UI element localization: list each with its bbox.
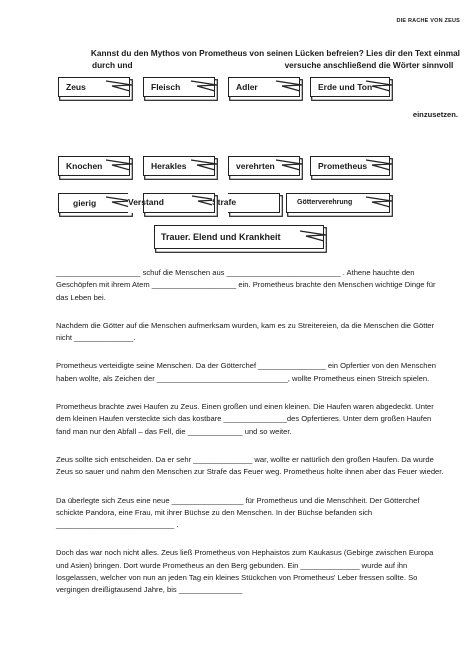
word-label: Zeus bbox=[66, 82, 86, 92]
word-tag-fleisch bbox=[143, 77, 215, 97]
word-tag-goetterverehrung bbox=[286, 193, 390, 213]
instructions-line-2b: versuche anschließend die Wörter sinnvoll bbox=[284, 60, 454, 70]
word-tag-verehrten bbox=[228, 156, 300, 176]
word-label: Trauer. Elend und Krankheit bbox=[161, 232, 281, 242]
paragraph: ____________________ schuf die Menschen aus ___________________________ . Athene hauchte den Geschöpfen mit ihrem Atem ____________________ ein. Prometheus brachte den Menschen wichtige Dinge für das Leben bei. bbox=[56, 268, 436, 302]
paragraph: Prometheus verteidigte seine Menschen. Da der Götterchef ________________ ein Opfertier von den Menschen haben wollte, als Zeichen der _______________________________, wollte Prometheus einen Streich spielen. bbox=[56, 361, 436, 383]
ribbon-icon bbox=[298, 230, 328, 242]
word-tag-frame bbox=[143, 193, 215, 213]
paragraph: Prometheus brachte zwei Haufen zu Zeus. Einen großen und einen kleinen. Die Haufen waren abgedeckt. Unter dem kleinen Haufen versteckte sich das kostbare _______________des Opfertieres. Unter dem großen Haufen fand man nur den Abfall – das Fell, die _____________ und so weiter. bbox=[56, 402, 434, 436]
paragraph: Nachdem die Götter auf die Menschen aufmerksam wurden, kam es zu Streitereien, da die Menschen die Götter nicht ______________. bbox=[56, 320, 435, 343]
word-tag-erde-und-ton bbox=[310, 77, 390, 97]
paragraph: Zeus sollte sich entscheiden. Da er sehr ______________ war, wollte er natürlich den großen Haufen. Da wurde Zeus so sauer und nahm den Menschen zur Strafe das Feuer weg. Prometheus holte ihnen aber das Feuer wieder. bbox=[56, 454, 444, 477]
instructions-line-2a: durch und bbox=[92, 60, 133, 70]
word-tag-zeus bbox=[58, 77, 130, 97]
word-tag-frame bbox=[228, 193, 280, 213]
ribbon-icon bbox=[104, 159, 134, 171]
word-label: Adler bbox=[236, 82, 258, 92]
word-label: Knochen bbox=[66, 161, 103, 171]
worksheet-title: DIE RACHE VON ZEUS bbox=[396, 18, 460, 24]
paragraph: Da überlegte sich Zeus eine neue _________________ für Prometheus und die Menschheit. Der Götterchef schickte Pandora, eine Frau, mit ihrer Büchse zu den Menschen. In der Büchse befanden sich ____________________________ . bbox=[56, 495, 420, 530]
ribbon-icon bbox=[274, 159, 304, 171]
ribbon-icon bbox=[364, 159, 394, 171]
paragraph: Doch das war noch nicht alles. Zeus ließ Prometheus von Hephaistos zum Kaukasus (Gebirge zwischen Europa und Asien) bringen. Dort wurde Prometheus an den Berg gebunden. Ein ______________ wurde auf ihn losgelassen, welcher von nun an jeden Tag ein kleines Stückchen von Prometheus' Leber fressen sollte. So vergingen dreißigtausend Jahre, bis _______________ bbox=[56, 548, 434, 595]
word-label: Fleisch bbox=[151, 82, 181, 92]
word-label: Herakles bbox=[151, 161, 187, 171]
word-label: gierig bbox=[73, 198, 97, 208]
word-tag-knochen bbox=[58, 156, 130, 176]
word-tag-herakles bbox=[143, 156, 215, 176]
instructions-line-1: Kannst du den Mythos von Prometheus von seinen Lücken befreien? Lies dir den Text einmal bbox=[90, 48, 460, 58]
instructions bbox=[40, 47, 460, 71]
ribbon-icon bbox=[189, 80, 219, 92]
word-label: Erde und Ton bbox=[318, 82, 373, 92]
ribbon-icon bbox=[364, 196, 394, 208]
instructions-line-2 bbox=[40, 59, 460, 71]
word-tag-gierig bbox=[58, 193, 130, 213]
word-label: verehrten bbox=[236, 161, 275, 171]
word-label: Prometheus bbox=[318, 161, 368, 171]
word-label: Strafe bbox=[212, 197, 237, 207]
ribbon-icon bbox=[364, 80, 394, 92]
word-tag-adler bbox=[228, 77, 300, 97]
cloze-text bbox=[56, 267, 446, 613]
word-label: Verstand bbox=[128, 197, 164, 207]
ribbon-icon bbox=[189, 159, 219, 171]
word-label: Götterverehrung bbox=[297, 199, 353, 206]
word-tag-trauer bbox=[154, 225, 324, 249]
instructions-tail: einzusetzen. bbox=[412, 110, 458, 119]
ribbon-icon bbox=[274, 80, 304, 92]
ribbon-icon bbox=[104, 80, 134, 92]
word-tag-prometheus bbox=[310, 156, 390, 176]
